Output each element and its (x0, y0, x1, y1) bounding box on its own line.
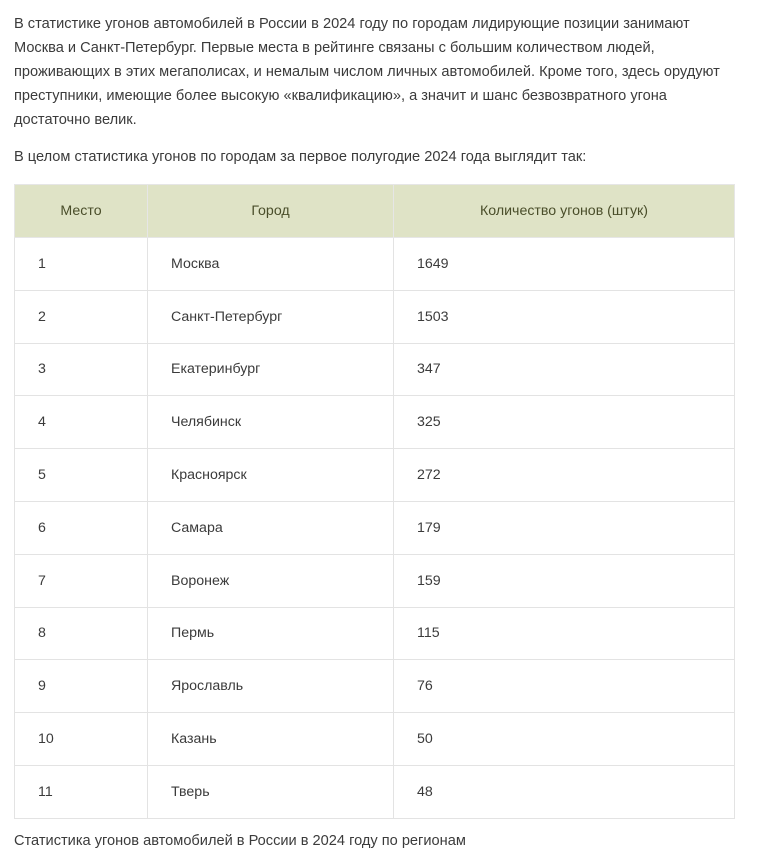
cell-place: 8 (15, 607, 148, 660)
table-row (15, 396, 735, 449)
table-row (15, 660, 735, 713)
cell-city: Пермь (148, 607, 394, 660)
cell-place: 11 (15, 765, 148, 818)
table-row (15, 607, 735, 660)
cell-count: 1503 (394, 290, 735, 343)
intro-paragraph: В статистике угонов автомобилей в России в 2024 году по городам лидирующие позиции занимают Москва и Санкт-Петербург. Первые места в рейтинге связаны с большим количеством людей, проживающих в этих мегаполисах, и немалым числом личных автомобилей. Кроме того, здесь орудуют преступники, имеющие более высокую «квалификацию», а значит и шанс безвозвратного угона достаточно велик. (14, 16, 720, 128)
cell-city: Самара (148, 501, 394, 554)
header-city: Город (148, 185, 394, 238)
cell-city: Казань (148, 713, 394, 766)
cell-count: 1649 (394, 238, 735, 291)
cell-count: 272 (394, 449, 735, 502)
cell-count: 347 (394, 343, 735, 396)
cell-place: 2 (15, 290, 148, 343)
table-caption: Статистика угонов автомобилей в России в 2024 году по регионам (14, 832, 466, 849)
cell-city: Красноярск (148, 449, 394, 502)
cell-city: Екатеринбург (148, 343, 394, 396)
cell-city: Ярославль (148, 660, 394, 713)
table-header-row (15, 185, 735, 238)
cell-city: Воронеж (148, 554, 394, 607)
cell-city: Москва (148, 238, 394, 291)
cell-count: 159 (394, 554, 735, 607)
cell-place: 5 (15, 449, 148, 502)
table-row (15, 554, 735, 607)
cell-count: 325 (394, 396, 735, 449)
table-row (15, 238, 735, 291)
cell-place: 7 (15, 554, 148, 607)
cell-place: 9 (15, 660, 148, 713)
table-row (15, 713, 735, 766)
lead-paragraph: В целом статистика угонов по городам за первое полугодие 2024 года выглядит так: (14, 149, 587, 165)
cell-count: 50 (394, 713, 735, 766)
cell-count: 76 (394, 660, 735, 713)
table-row (15, 449, 735, 502)
article-content (14, 12, 736, 853)
table-row (15, 765, 735, 818)
cell-place: 6 (15, 501, 148, 554)
cell-place: 1 (15, 238, 148, 291)
cell-count: 179 (394, 501, 735, 554)
header-place: Место (15, 185, 148, 238)
table-row (15, 501, 735, 554)
theft-statistics-table (14, 184, 735, 819)
cell-count: 48 (394, 765, 735, 818)
cell-city: Челябинск (148, 396, 394, 449)
cell-place: 3 (15, 343, 148, 396)
header-count: Количество угонов (штук) (394, 185, 735, 238)
cell-city: Тверь (148, 765, 394, 818)
cell-count: 115 (394, 607, 735, 660)
table-row (15, 343, 735, 396)
table-row (15, 290, 735, 343)
cell-place: 10 (15, 713, 148, 766)
cell-place: 4 (15, 396, 148, 449)
cell-city: Санкт-Петербург (148, 290, 394, 343)
